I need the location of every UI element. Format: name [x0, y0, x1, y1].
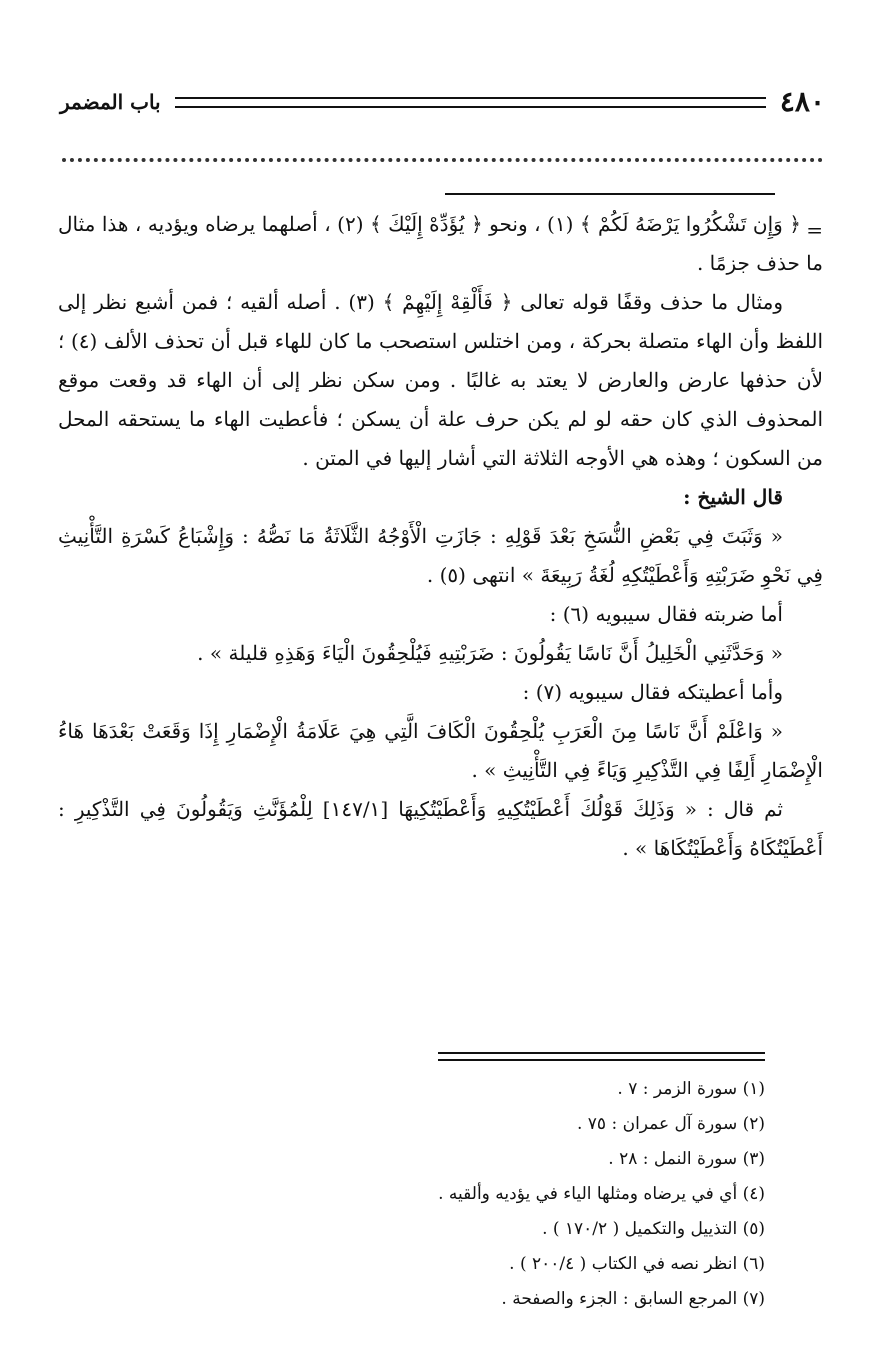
quotation: « وَثَبَتَ فِي بَعْضِ النُّسَخِ بَعْدَ قَوْلِهِ : جَازَتِ الْأَوْجُهُ الثَّلَاثَةُ مَا نَصُّهُ : وَإِشْبَاعُ كَسْرَةِ التَّأْنِيثِ فِي نَحْوِ ضَرَبْتِهِ وَأَعْطَيْتُكِهِ لُغَةُ رَبِيعَةَ » انتهى (٥) . [58, 524, 823, 587]
footnote: (٢) سورة آل عمران : ٧٥ . [576, 1114, 765, 1134]
page-header [60, 84, 825, 120]
footnote: (١) سورة الزمر : ٧ . [617, 1079, 765, 1099]
footnote: (٣) سورة النمل : ٢٨ . [608, 1149, 765, 1169]
paragraph: أما ضربته فقال سيبويه (٦) : [549, 602, 783, 626]
quotation: « وَحَدَّثَنِي الْخَلِيلُ أَنَّ نَاسًا يَقُولُونَ : ضَرَبْتِيهِ فَيُلْحِقُونَ الْيَاءَ وَهَذِهِ قليلة » . [197, 641, 783, 665]
header-rule [175, 97, 766, 108]
footnote: (٧) المرجع السابق : الجزء والصفحة . [501, 1289, 765, 1309]
footnote: (٦) انظر نصه في الكتاب ( ٢٠٠/٤ ) . [509, 1254, 765, 1274]
paragraph: ومثال ما حذف وقفًا قوله تعالى ﴿ فَأَلْقِهْ إِلَيْهِمْ ﴾ (٣) . أصله ألقيه ؛ فمن أشبع نظر إلى اللفظ وأن الهاء متصلة بحركة ، ومن اختلس استصحب ما كان للهاء قبل أن تحذف الألف (٤) ؛ لأن حذفها عارض والعارض لا يعتد به غالبًا . ومن سكن نظر إلى أن الهاء قد وقعت موقع المحذوف الذي كان حقه لو لم يكن حرف علة أن يسكن ؛ فأعطيت الهاء ما يستحقه المحل من السكون ؛ وهذه هي الأوجه الثلاثة التي أشار إليها في المتن . [58, 290, 823, 470]
quotation: « وَاعْلَمْ أَنَّ نَاسًا مِنَ الْعَرَبِ يُلْحِقُونَ الْكَافَ الَّتِي هِيَ عَلَامَةُ الْإِضْمَارِ إِذَا وَقَعَتْ بَعْدَهَا هَاءُ الْإِضْمَارِ أَلِفًا فِي التَّذْكِيرِ وَيَاءً فِي التَّأْنِيثِ » . [58, 719, 823, 782]
chapter-title: باب المضمر [60, 90, 161, 114]
paragraph: ﴿ وَإِن تَشْكُرُوا يَرْضَهُ لَكُمْ ﴾ (١) ، ونحو ﴿ يُؤَدِّهْ إِلَيْكَ ﴾ (٢) ، أصلهما يرضاه ويؤديه ، هذا مثال ما حذف جزمًا . [58, 212, 823, 275]
continuation-rule [445, 193, 775, 195]
dotted-separator [62, 158, 823, 162]
footnote-rule [438, 1052, 765, 1061]
footnote: (٥) التذييل والتكميل ( ١٧٠/٢ ) . [542, 1219, 765, 1239]
main-text [58, 205, 823, 868]
page-number: ٤٨٠ [779, 85, 825, 118]
paragraph: وأما أعطيتكه فقال سيبويه (٧) : [522, 680, 783, 704]
footnote: (٤) أي في يرضاه ومثلها الياء في يؤديه وألقيه . [438, 1184, 765, 1204]
footnotes [305, 1072, 765, 1317]
continuation-mark: = [806, 218, 823, 242]
paragraph: ثم قال : « وَذَلِكَ قَوْلُكَ أَعْطَيْتُكِيهِ وَأَعْطَيْتُكِيهَا [١٤٧/١] لِلْمُؤَنَّثِ وَيَقُولُونَ فِي التَّذْكِيرِ : أَعْطَيْتُكَاهُ وَأَعْطَيْتُكَاهَا » . [58, 797, 823, 860]
section-heading: قال الشيخ : [683, 485, 783, 509]
